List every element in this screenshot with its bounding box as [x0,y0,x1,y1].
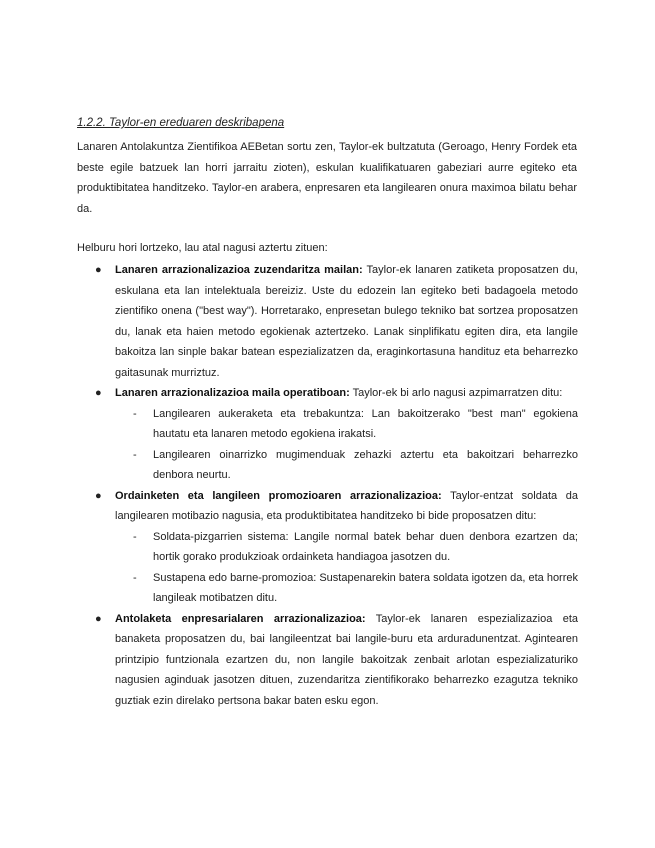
sub-item [133,445,578,486]
bullet-item [95,609,578,712]
bullet-item [95,260,578,383]
sub-text: Sustapena edo barne-promozioa: Sustapenarekin batera soldata igotzen da, eta horrek langileak motibatzen ditu. [153,571,579,604]
bullet-text: Taylor-ek bi arlo nagusi azpimarratzen ditu: [349,387,563,399]
bullet-icon: ● [95,489,102,502]
bullet-text: Taylor-ek lanaren espezializazioa eta banaketa proposatzen du, bai langileentzat bai langile-buru eta arduradunentzat. Agintearen printzipio funtzionala ezartzen du, non langile bakoitzak zenbait arlotan espezializaturiko nagusien aginduak jasotzen dituen, zuzendaritza zientifikorako beharrezko ezagutza tekniko guztiak ezin direlako pertsona bakar baten esku egon. [115,612,578,707]
sub-text: Soldata-pizgarrien sistema: Langile normal batek behar duen denbora ezartzen da; hortik gorako produkzioak ordainketa handiagoa jasotzen du. [153,530,578,563]
bullet-title: Lanaren arrazionalizazioa maila operatiboan: [115,387,350,399]
lead-paragraph: Helburu hori lortzeko, lau atal nagusi aztertu zituen: [77,242,328,254]
bullet-item [95,486,578,527]
sub-item [133,568,579,609]
intro-paragraph: Lanaren Antolakuntza Zientifikoa AEBetan sortu zen, Taylor-ek bultzatuta (Geroago, Henry Fordek eta beste egile batzuek lan horri jarraitu zioten), eskulan kualifikatuaren gabeziari aurre egiteko eta produktibitatea handitzeko. Taylor-en arabera, enpresaren eta langilearen onura maximoa bilatu behar da. [77,141,577,215]
bullet-list [0,260,655,711]
bullet-icon: ● [95,387,102,399]
bullet-text: Taylor-ek lanaren zatiketa proposatzen du, eskulana eta lan intelektuala bereiziz. Uste du edozein lan egiteko beti badagoela metodo zientifiko onena ("best way"). Horretarako, enpresetan bulego tekniko bat sortzea proposatzen du, lanak eta haien metodo egokienak aztertzeko. Lanak sinplifikatu egiten dira, eta langile bakoitza lan sinple bakar batean espezializatzen da, eraginkortasuna handituz eta beharrezko gaitasunak murriztuz. [115,264,578,379]
section-heading: 1.2.2. Taylor-en ereduaren deskribapena [77,117,285,129]
bullet-item [95,383,578,404]
bullet-title: Ordainketen eta langileen promozioaren arrazionalizazioa: [115,489,442,502]
dash-icon: - [133,448,137,461]
dash-icon: - [133,571,137,584]
sub-text: Langilearen oinarrizko mugimenduak zehazki aztertu eta bakoitzari beharrezko denbora neurtu. [153,448,578,481]
sub-item [133,527,578,568]
sub-text: Lan bakoitzerako "best man" egokiena hautatu eta lanaren metodo egokiena irakatsi. [153,407,578,440]
sub-item [133,404,578,445]
bullet-icon: ● [95,612,102,625]
bullet-title: Lanaren arrazionalizazioa zuzendaritza mailan: [115,264,363,276]
bullet-text: Taylor-entzat soldata da langilearen motibazio nagusia, eta produktibitatea handitzeko bi bide proposatzen ditu: [115,489,578,522]
bullet-icon: ● [95,264,102,276]
sub-title: Langilearen aukeraketa eta trebakuntza: [153,407,364,420]
bullet-title: Antolaketa enpresarialaren arrazionalizazioa: [115,612,366,625]
dash-icon: - [133,530,137,543]
dash-icon: - [133,407,137,420]
